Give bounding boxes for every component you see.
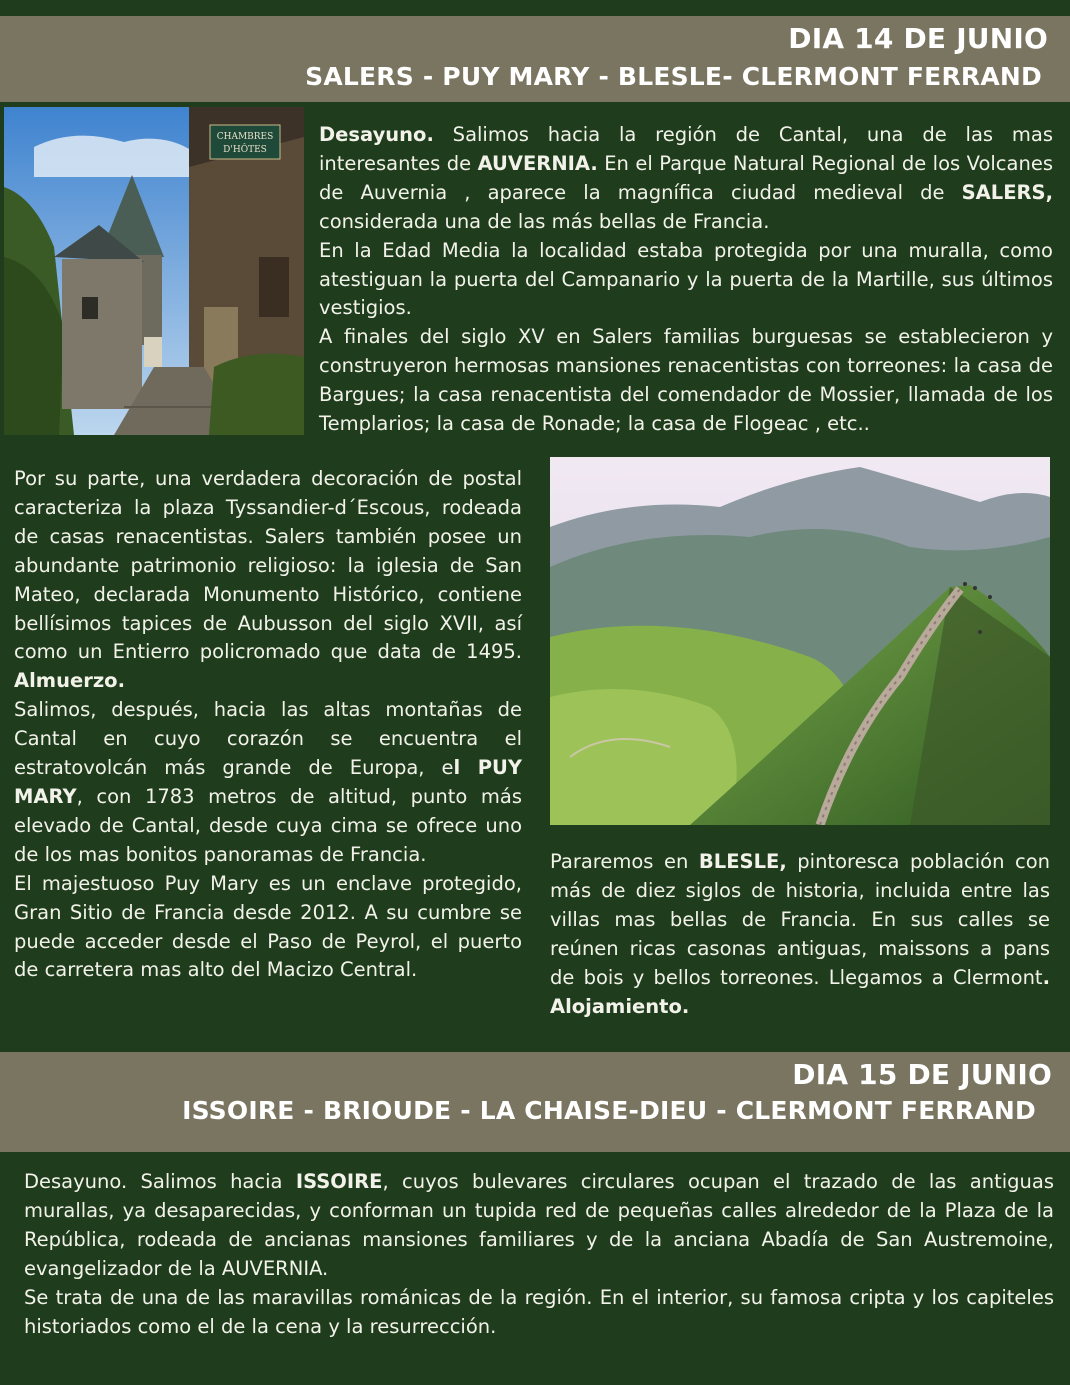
text-run: El majestuoso Puy Mary es un enclave protegido, Gran Sitio de Francia desde 2012. A su cumbre se puede acceder desde el Paso de Peyrol, el puerto de carretera mas alto del Macizo Central. [14,871,522,982]
text-run: Por su parte, una verdadera decoración de postal caracteriza la plaza Tyssandier-d´Escous, rodeada de casas renacentistas. Salers también posee un abundante patrimonio religioso: la iglesia de San Mateo, declarada Monumento Histórico, contiene bellísimos tapices de Aubusson del siglo XVII, así como un Entierro policromado que data de 1495. [14,467,522,664]
bold-text-run: Desayuno. [319,123,434,146]
day15-header-band [0,1052,1070,1152]
text-run: Salimos hacia la región de Cantal, una de las mas interesantes de [319,123,1053,175]
text-run: En el Parque Natural Regional de los Volcanes de Auvernia , aparece la magnífica ciudad medieval de [319,151,1053,204]
text-run: Desayuno. Salimos hacia [24,1170,296,1193]
bold-text-run: BLESLE, [698,850,787,873]
bold-text-run: SALERS, [961,180,1053,204]
day15-issoire-paragraph [24,1168,1054,1341]
bold-text-run: l PUY MARY [14,756,522,808]
text-run: Salimos, después, hacia las altas montañas de Cantal en cuyo corazón se encuentra el estratovolcán más grande de Europa, e [14,698,522,780]
day14-salers-paragraph [319,121,1053,439]
bold-text-run: AUVERNIA. [477,151,598,175]
day14-salers-puymary-paragraph [14,465,522,985]
day14-title: DIA 14 DE JUNIO [788,22,1048,55]
text-run: En la Edad Media la localidad estaba protegida por una muralla, como atestiguan la puerta del Campanario y la puerta de la Martille, sus últimos vestigios. [319,238,1053,320]
text-run: , cuyos bulevares circulares ocupan el trazado de las antiguas murallas, ya desaparecidas, y conforman un tupida red de pequeñas calles alrededor de la Plaza de la República, rodeada de ancianas mansiones familiares y de la anciana Abadía de San Austremoine, evangelizador de la AUVERNIA. [24,1170,1054,1280]
day14-blesle-paragraph [550,848,1050,1021]
day14-route: SALERS - PUY MARY - BLESLE- CLERMONT FERRAND [305,62,1042,91]
text-run: Se trata de una de las maravillas románicas de la región. En el interior, su famosa cripta y los capiteles historiados como el de la cena y la resurrección. [24,1285,1054,1338]
sign-text-2: D'HÔTES [223,145,267,155]
day15-title: DIA 15 DE JUNIO [792,1058,1052,1091]
day15-route: ISSOIRE - BRIOUDE - LA CHAISE-DIEU - CLERMONT FERRAND [182,1096,1036,1125]
bold-text-run: . Alojamiento. [550,965,1050,1018]
salers-village-photo [4,107,304,435]
text-run: considerada una de las más bellas de Francia. [319,209,770,233]
day14-header-band [0,16,1070,102]
text-run: , con 1783 metros de altitud, punto más elevado de Cantal, desde cuya cima se ofrece uno de los mas bonitos panoramas de Francia. [14,784,522,866]
text-run: Pararemos en [550,850,699,873]
text-run: A finales del siglo XV en Salers familias burguesas se establecieron y construyeron hermosas mansiones renacentistas con torreones: la casa de Bargues; la casa renacentista del comendador de Mossier, llamada de los Templarios; la casa de Ronade; la casa de Flogeac , etc.. [319,325,1053,436]
sign-text-1: CHAMBRES [216,132,274,142]
text-run: pintoresca población con más de diez siglos de historia, incluida entre las villas mas bellas de Francia. En sus calles se reúnen ricas casonas antiguas, maissons a pans de bois y bellos torreones. Llegamos a Clermont [550,850,1050,989]
bold-text-run: Almuerzo. [14,669,125,693]
bold-text-run: ISSOIRE [295,1170,383,1193]
puy-mary-photo [550,457,1050,825]
